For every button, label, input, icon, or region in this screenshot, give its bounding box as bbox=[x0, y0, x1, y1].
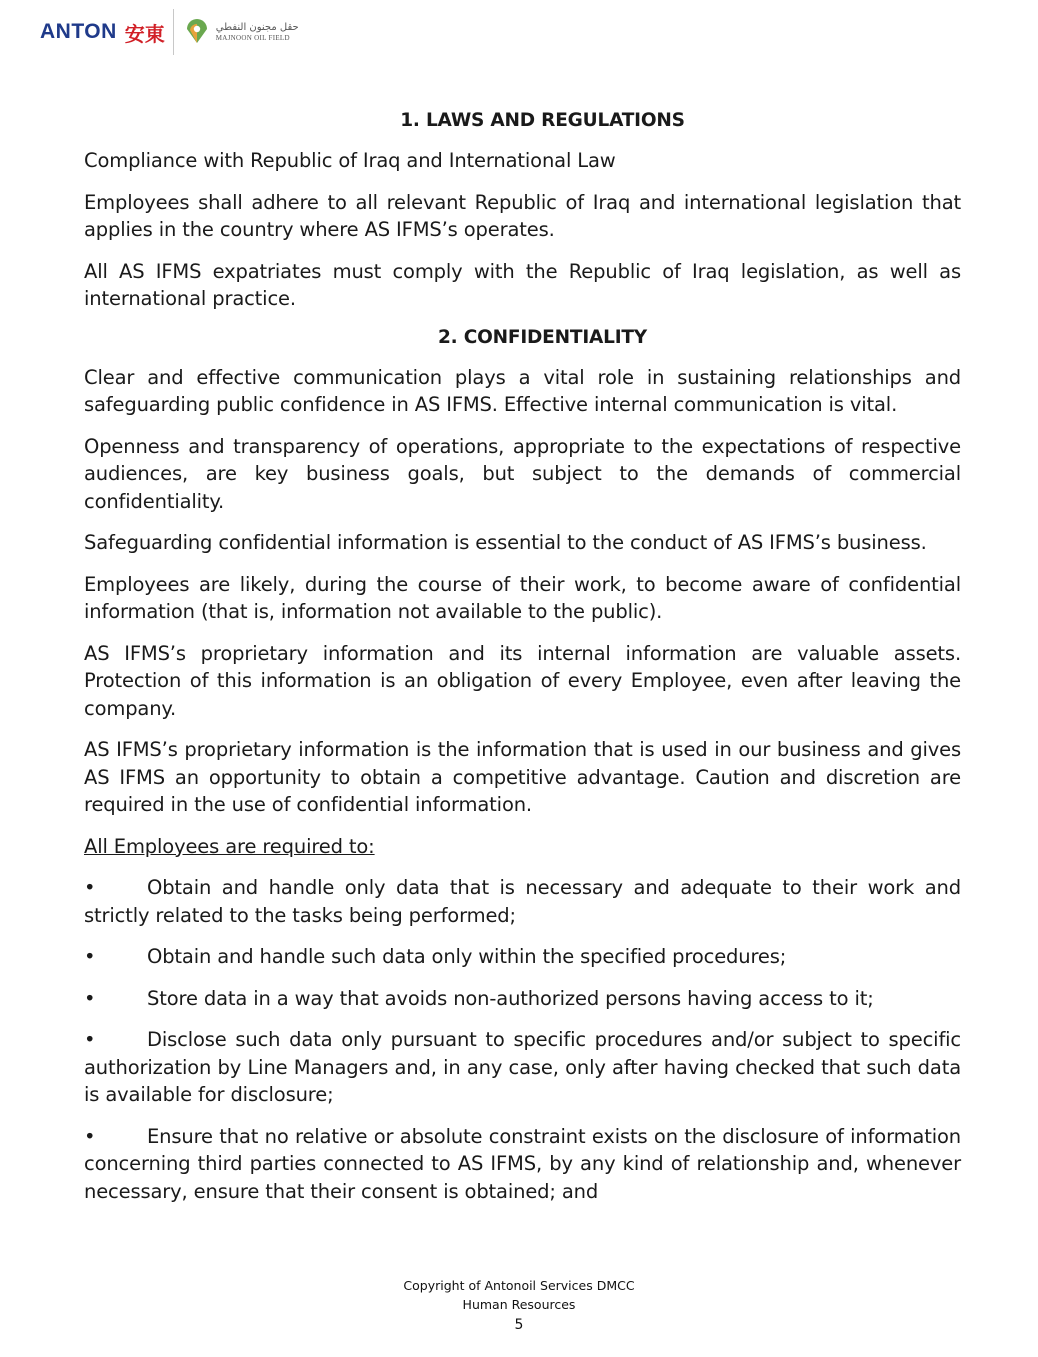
list-item-text: Obtain and handle such data only within the specified procedures; bbox=[147, 945, 787, 968]
page-number: 5 bbox=[514, 1317, 524, 1333]
page-footer bbox=[0, 1276, 1038, 1335]
majnoon-logo-text bbox=[216, 23, 299, 42]
paragraph: Safeguarding confidential information is essential to the conduct of AS IFMS’s business. bbox=[84, 531, 927, 554]
list-item bbox=[84, 985, 961, 1013]
anton-logo-chinese: 安東 bbox=[124, 21, 165, 46]
majnoon-logo-icon bbox=[184, 19, 210, 45]
majnoon-english-name: MAJNOON OIL FIELD bbox=[215, 33, 290, 42]
logo-divider bbox=[173, 9, 174, 55]
paragraph: Compliance with Republic of Iraq and International Law bbox=[84, 149, 616, 172]
page-header bbox=[40, 8, 299, 56]
bullet-symbol: • bbox=[84, 986, 96, 1010]
list-item-text: Ensure that no relative or absolute constraint exists on the disclosure of information concerning third parties connected to AS IFMS, by any kind of relationship and, whenever necessary, ensure that their consent is obtained; and bbox=[84, 1124, 961, 1203]
list-item bbox=[84, 1026, 961, 1109]
paragraph: AS IFMS’s proprietary information and its internal information are valuable assets. Protection of this information is an obligation of every Employee, even after leaving the company. bbox=[84, 641, 961, 720]
paragraph: All AS IFMS expatriates must comply with the Republic of Iraq legislation, as well as international practice. bbox=[84, 259, 961, 310]
bullet-symbol: • bbox=[84, 1028, 96, 1051]
bullet-symbol: • bbox=[84, 876, 96, 899]
section-heading-confidentiality: 2. CONFIDENTIALITY bbox=[437, 326, 648, 348]
bullet-symbol: • bbox=[84, 1124, 96, 1148]
anton-logo-text: ANTON bbox=[40, 20, 117, 43]
list-item bbox=[84, 1123, 961, 1206]
list-item-text: Disclose such data only pursuant to specific procedures and/or subject to specific authorization by Line Managers and, in any case, only after having checked that such data is available for disclosure; bbox=[84, 1028, 961, 1106]
bullet-symbol: • bbox=[84, 945, 96, 968]
list-intro: All Employees are required to: bbox=[84, 834, 375, 858]
footer-copyright: Copyright of Antonoil Services DMCC bbox=[403, 1278, 635, 1293]
list-item-text: Store data in a way that avoids non-authorized persons having access to it; bbox=[147, 986, 874, 1010]
list-item-text: Obtain and handle only data that is necessary and adequate to their work and strictly related to the tasks being performed; bbox=[84, 876, 961, 927]
list-item bbox=[84, 943, 961, 971]
section-heading-laws: 1. LAWS AND REGULATIONS bbox=[400, 110, 685, 131]
paragraph: AS IFMS’s proprietary information is the information that is used in our business and gives AS IFMS an opportunity to obtain a competitive advantage. Caution and discretion are required in the use of confidential information. bbox=[84, 738, 961, 816]
footer-department: Human Resources bbox=[462, 1297, 576, 1312]
majnoon-arabic-name: حقل مجنون النفطي bbox=[215, 21, 299, 33]
document-body bbox=[84, 110, 961, 1219]
paragraph: Openness and transparency of operations, appropriate to the expectations of respective audiences, are key business goals, but subject to the demands of commercial confidentiality. bbox=[84, 434, 961, 513]
paragraph: Employees shall adhere to all relevant Republic of Iraq and international legislation that applies in the country where AS IFMS’s operates. bbox=[84, 190, 961, 241]
list-item bbox=[84, 874, 961, 929]
paragraph: Clear and effective communication plays a vital role in sustaining relationships and safeguarding public confidence in AS IFMS. Effective internal communication is vital. bbox=[84, 365, 961, 416]
paragraph: Employees are likely, during the course of their work, to become aware of confidential information (that is, information not available to the public). bbox=[84, 572, 961, 623]
